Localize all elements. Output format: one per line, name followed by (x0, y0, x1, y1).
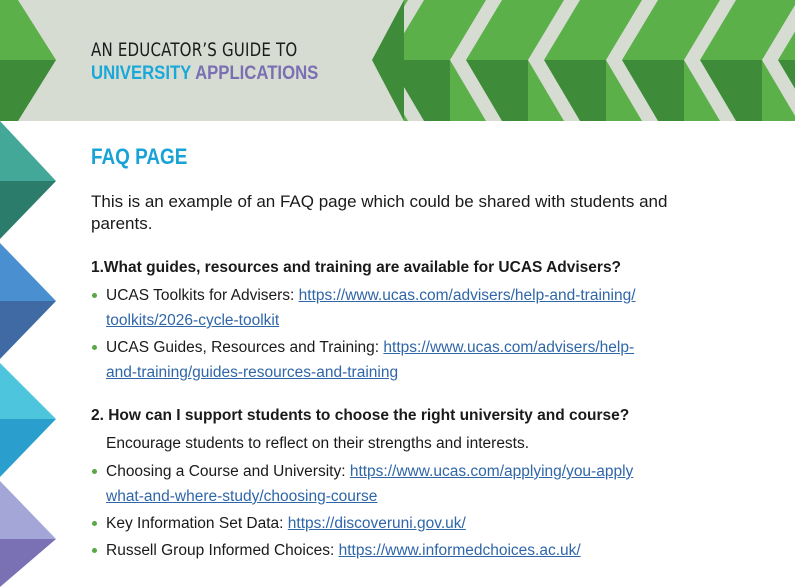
resource-label: Russell Group Informed Choices: (106, 542, 339, 559)
resource-link[interactable]: https://www.ucas.com/advisers/help- and-training/guides-resources-and-training (106, 339, 635, 381)
resource-label: UCAS Guides, Resources and Training: (106, 339, 384, 356)
list-item (91, 459, 731, 509)
resource-link[interactable]: https://www.ucas.com/applying/you-apply what-and-where-study/choosing-course (106, 463, 634, 505)
page-header (0, 0, 795, 121)
resource-label: Choosing a Course and University: (106, 463, 350, 480)
page-title: FAQ PAGE (91, 144, 188, 169)
resource-link[interactable]: https://www.informedchoices.ac.uk/ (338, 542, 581, 559)
guide-title (91, 38, 349, 86)
guide-title-line1: AN EDUCATOR’S GUIDE TO (91, 39, 298, 61)
faq-answer-list-1 (91, 283, 731, 385)
intro-text: This is an example of an FAQ page which could be shared with students and parents. (91, 192, 668, 233)
guide-title-word-applications: APPLICATIONS (195, 63, 319, 84)
list-item (91, 538, 731, 563)
faq-note: Encourage students to reflect on their strengths and interests. (106, 435, 530, 452)
resource-link[interactable]: https://www.ucas.com/advisers/help-and-training/ toolkits/2026-cycle-toolkit (106, 287, 636, 329)
faq-content (91, 143, 731, 563)
list-item (91, 335, 731, 385)
guide-title-word-university: UNIVERSITY (91, 63, 192, 84)
guide-title-line2 (91, 62, 318, 86)
list-item (91, 511, 731, 536)
chevron-pattern-side (0, 121, 60, 587)
faq-question-1: 1.What guides, resources and training are available for UCAS Advisers? (91, 259, 622, 276)
resource-link[interactable]: https://discoveruni.gov.uk/ (287, 515, 466, 532)
faq-question-2: 2. How can I support students to choose the right university and course? (91, 407, 630, 424)
list-item (91, 283, 731, 333)
faq-answer-list-2 (91, 459, 731, 563)
resource-label: Key Information Set Data: (106, 515, 288, 532)
resource-label: UCAS Toolkits for Advisers: (106, 287, 299, 304)
